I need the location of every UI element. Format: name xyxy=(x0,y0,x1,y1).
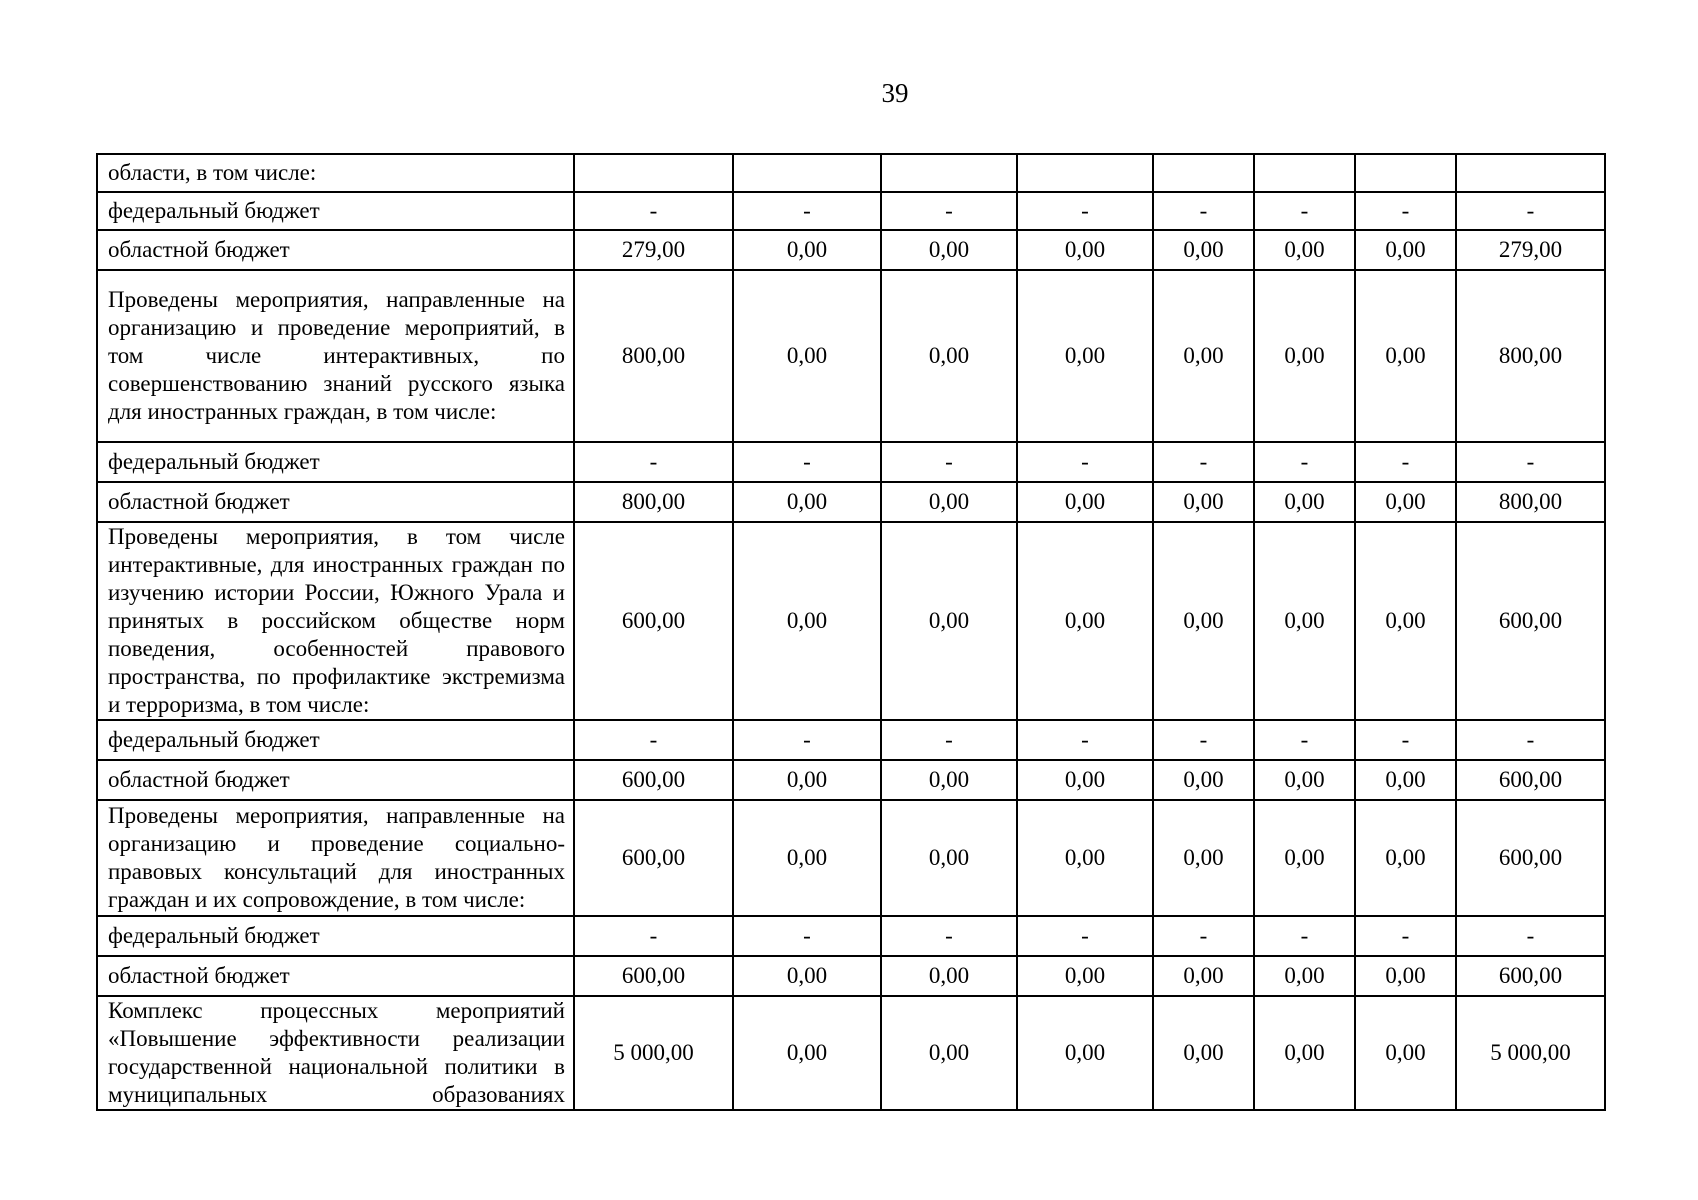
year-value-cell: 0,00 xyxy=(733,270,881,442)
year-value-cell: - xyxy=(1017,916,1153,956)
year-value-cell xyxy=(1254,154,1355,192)
activity-description: Проведены мероприятия, в том числе интерактивные, для иностранных граждан по изучению истории России, Южного Урала и принятых в российском обществе норм поведения, особенностей правового пространства, по профилактике экстремизма и терроризма, в том числе: xyxy=(97,522,574,720)
budget-source-label: областной бюджет xyxy=(97,760,574,800)
year-value-cell: 0,00 xyxy=(1254,956,1355,996)
year-value-cell: - xyxy=(1355,720,1456,760)
year-value-cell: 0,00 xyxy=(1017,996,1153,1110)
table-row xyxy=(97,996,1605,1110)
year-value-cell: - xyxy=(1254,442,1355,482)
table-row xyxy=(97,442,1605,482)
year-value-cell: 0,00 xyxy=(1355,230,1456,270)
year-value-cell: 0,00 xyxy=(1017,230,1153,270)
total-cell: 600,00 xyxy=(1456,760,1605,800)
year-value-cell: 0,00 xyxy=(881,760,1017,800)
year-value-cell: 600,00 xyxy=(574,760,733,800)
table-row xyxy=(97,522,1605,720)
year-value-cell: - xyxy=(1254,192,1355,230)
year-value-cell xyxy=(733,154,881,192)
year-value-cell: - xyxy=(1355,916,1456,956)
table-row xyxy=(97,760,1605,800)
budget-source-label: областной бюджет xyxy=(97,956,574,996)
table-row xyxy=(97,956,1605,996)
year-value-cell: 0,00 xyxy=(1153,270,1254,442)
year-value-cell: 0,00 xyxy=(1254,800,1355,916)
year-value-cell: 0,00 xyxy=(1153,996,1254,1110)
year-value-cell: 0,00 xyxy=(1153,956,1254,996)
year-value-cell: 5 000,00 xyxy=(574,996,733,1110)
year-value-cell: 0,00 xyxy=(1355,800,1456,916)
year-value-cell xyxy=(574,154,733,192)
year-value-cell: 0,00 xyxy=(733,522,881,720)
year-value-cell: 600,00 xyxy=(574,956,733,996)
year-value-cell: 0,00 xyxy=(1017,482,1153,522)
year-value-cell xyxy=(1017,154,1153,192)
year-value-cell: 800,00 xyxy=(574,270,733,442)
year-value-cell xyxy=(881,154,1017,192)
year-value-cell: - xyxy=(733,720,881,760)
table-row xyxy=(97,192,1605,230)
budget-source-label: областной бюджет xyxy=(97,482,574,522)
year-value-cell: 0,00 xyxy=(1017,800,1153,916)
year-value-cell: 0,00 xyxy=(1254,996,1355,1110)
year-value-cell: 0,00 xyxy=(1355,482,1456,522)
year-value-cell: 0,00 xyxy=(1153,760,1254,800)
year-value-cell: 0,00 xyxy=(1017,270,1153,442)
year-value-cell: 0,00 xyxy=(733,956,881,996)
year-value-cell: - xyxy=(733,192,881,230)
total-cell: 600,00 xyxy=(1456,522,1605,720)
year-value-cell: 800,00 xyxy=(574,482,733,522)
year-value-cell: 0,00 xyxy=(1254,230,1355,270)
year-value-cell: 0,00 xyxy=(1153,522,1254,720)
total-cell: - xyxy=(1456,916,1605,956)
year-value-cell: 0,00 xyxy=(881,482,1017,522)
year-value-cell: 0,00 xyxy=(1017,760,1153,800)
table-row xyxy=(97,270,1605,442)
year-value-cell: - xyxy=(881,442,1017,482)
year-value-cell: 0,00 xyxy=(733,230,881,270)
year-value-cell: 0,00 xyxy=(1153,800,1254,916)
activity-description: Проведены мероприятия, направленные на организацию и проведение мероприятий, в том числе интерактивных, по совершенствованию знаний русского языка для иностранных граждан, в том числе: xyxy=(97,270,574,442)
year-value-cell: 0,00 xyxy=(881,270,1017,442)
year-value-cell: 0,00 xyxy=(1254,522,1355,720)
year-value-cell: 0,00 xyxy=(1254,760,1355,800)
total-cell: 800,00 xyxy=(1456,270,1605,442)
year-value-cell: - xyxy=(574,720,733,760)
year-value-cell: - xyxy=(1017,720,1153,760)
budget-source-label: федеральный бюджет xyxy=(97,442,574,482)
table-row xyxy=(97,800,1605,916)
year-value-cell: - xyxy=(881,916,1017,956)
total-cell: 279,00 xyxy=(1456,230,1605,270)
year-value-cell: - xyxy=(1355,192,1456,230)
year-value-cell: - xyxy=(1153,192,1254,230)
year-value-cell: - xyxy=(1254,720,1355,760)
budget-source-label: федеральный бюджет xyxy=(97,192,574,230)
total-cell xyxy=(1456,154,1605,192)
total-cell: - xyxy=(1456,720,1605,760)
total-cell: 600,00 xyxy=(1456,800,1605,916)
year-value-cell: - xyxy=(1153,916,1254,956)
table-row xyxy=(97,230,1605,270)
table-row xyxy=(97,916,1605,956)
year-value-cell: 0,00 xyxy=(1355,270,1456,442)
year-value-cell: 0,00 xyxy=(1254,270,1355,442)
year-value-cell: - xyxy=(574,916,733,956)
total-cell: - xyxy=(1456,192,1605,230)
year-value-cell: - xyxy=(733,916,881,956)
budget-source-label: области, в том числе: xyxy=(97,154,574,192)
year-value-cell: 600,00 xyxy=(574,522,733,720)
year-value-cell: 0,00 xyxy=(1355,996,1456,1110)
year-value-cell: - xyxy=(1153,720,1254,760)
year-value-cell: 0,00 xyxy=(881,996,1017,1110)
year-value-cell: - xyxy=(1254,916,1355,956)
table-row xyxy=(97,482,1605,522)
table-row xyxy=(97,154,1605,192)
year-value-cell: - xyxy=(881,192,1017,230)
year-value-cell: - xyxy=(1153,442,1254,482)
year-value-cell: 0,00 xyxy=(1355,760,1456,800)
budget-source-label: федеральный бюджет xyxy=(97,916,574,956)
year-value-cell: 0,00 xyxy=(733,482,881,522)
year-value-cell: 0,00 xyxy=(1254,482,1355,522)
year-value-cell: 0,00 xyxy=(1153,230,1254,270)
year-value-cell: 0,00 xyxy=(1017,956,1153,996)
year-value-cell: 0,00 xyxy=(1153,482,1254,522)
year-value-cell: - xyxy=(574,442,733,482)
budget-source-label: федеральный бюджет xyxy=(97,720,574,760)
total-cell: - xyxy=(1456,442,1605,482)
year-value-cell: 0,00 xyxy=(733,996,881,1110)
year-value-cell xyxy=(1355,154,1456,192)
year-value-cell: 0,00 xyxy=(1355,956,1456,996)
year-value-cell: - xyxy=(1017,192,1153,230)
page-number: 39 xyxy=(881,78,909,108)
total-cell: 800,00 xyxy=(1456,482,1605,522)
table-row xyxy=(97,720,1605,760)
activity-description: Проведены мероприятия, направленные на организацию и проведение социально-правовых консультаций для иностранных граждан и их сопровождение, в том числе: xyxy=(97,800,574,916)
budget-table xyxy=(96,153,1606,1111)
year-value-cell: - xyxy=(733,442,881,482)
year-value-cell: 0,00 xyxy=(881,522,1017,720)
year-value-cell: 0,00 xyxy=(733,800,881,916)
budget-source-label: областной бюджет xyxy=(97,230,574,270)
year-value-cell: - xyxy=(881,720,1017,760)
total-cell: 600,00 xyxy=(1456,956,1605,996)
year-value-cell: 600,00 xyxy=(574,800,733,916)
year-value-cell: 0,00 xyxy=(881,230,1017,270)
year-value-cell: - xyxy=(1355,442,1456,482)
year-value-cell: 0,00 xyxy=(1355,522,1456,720)
activity-description: Комплекс процессных мероприятий «Повышение эффективности реализации государственной национальной политики в муниципальных образованиях xyxy=(97,996,574,1110)
total-cell: 5 000,00 xyxy=(1456,996,1605,1110)
year-value-cell: 0,00 xyxy=(733,760,881,800)
year-value-cell: 0,00 xyxy=(1017,522,1153,720)
year-value-cell: 0,00 xyxy=(881,800,1017,916)
year-value-cell: 0,00 xyxy=(881,956,1017,996)
year-value-cell: - xyxy=(1017,442,1153,482)
year-value-cell xyxy=(1153,154,1254,192)
year-value-cell: - xyxy=(574,192,733,230)
year-value-cell: 279,00 xyxy=(574,230,733,270)
